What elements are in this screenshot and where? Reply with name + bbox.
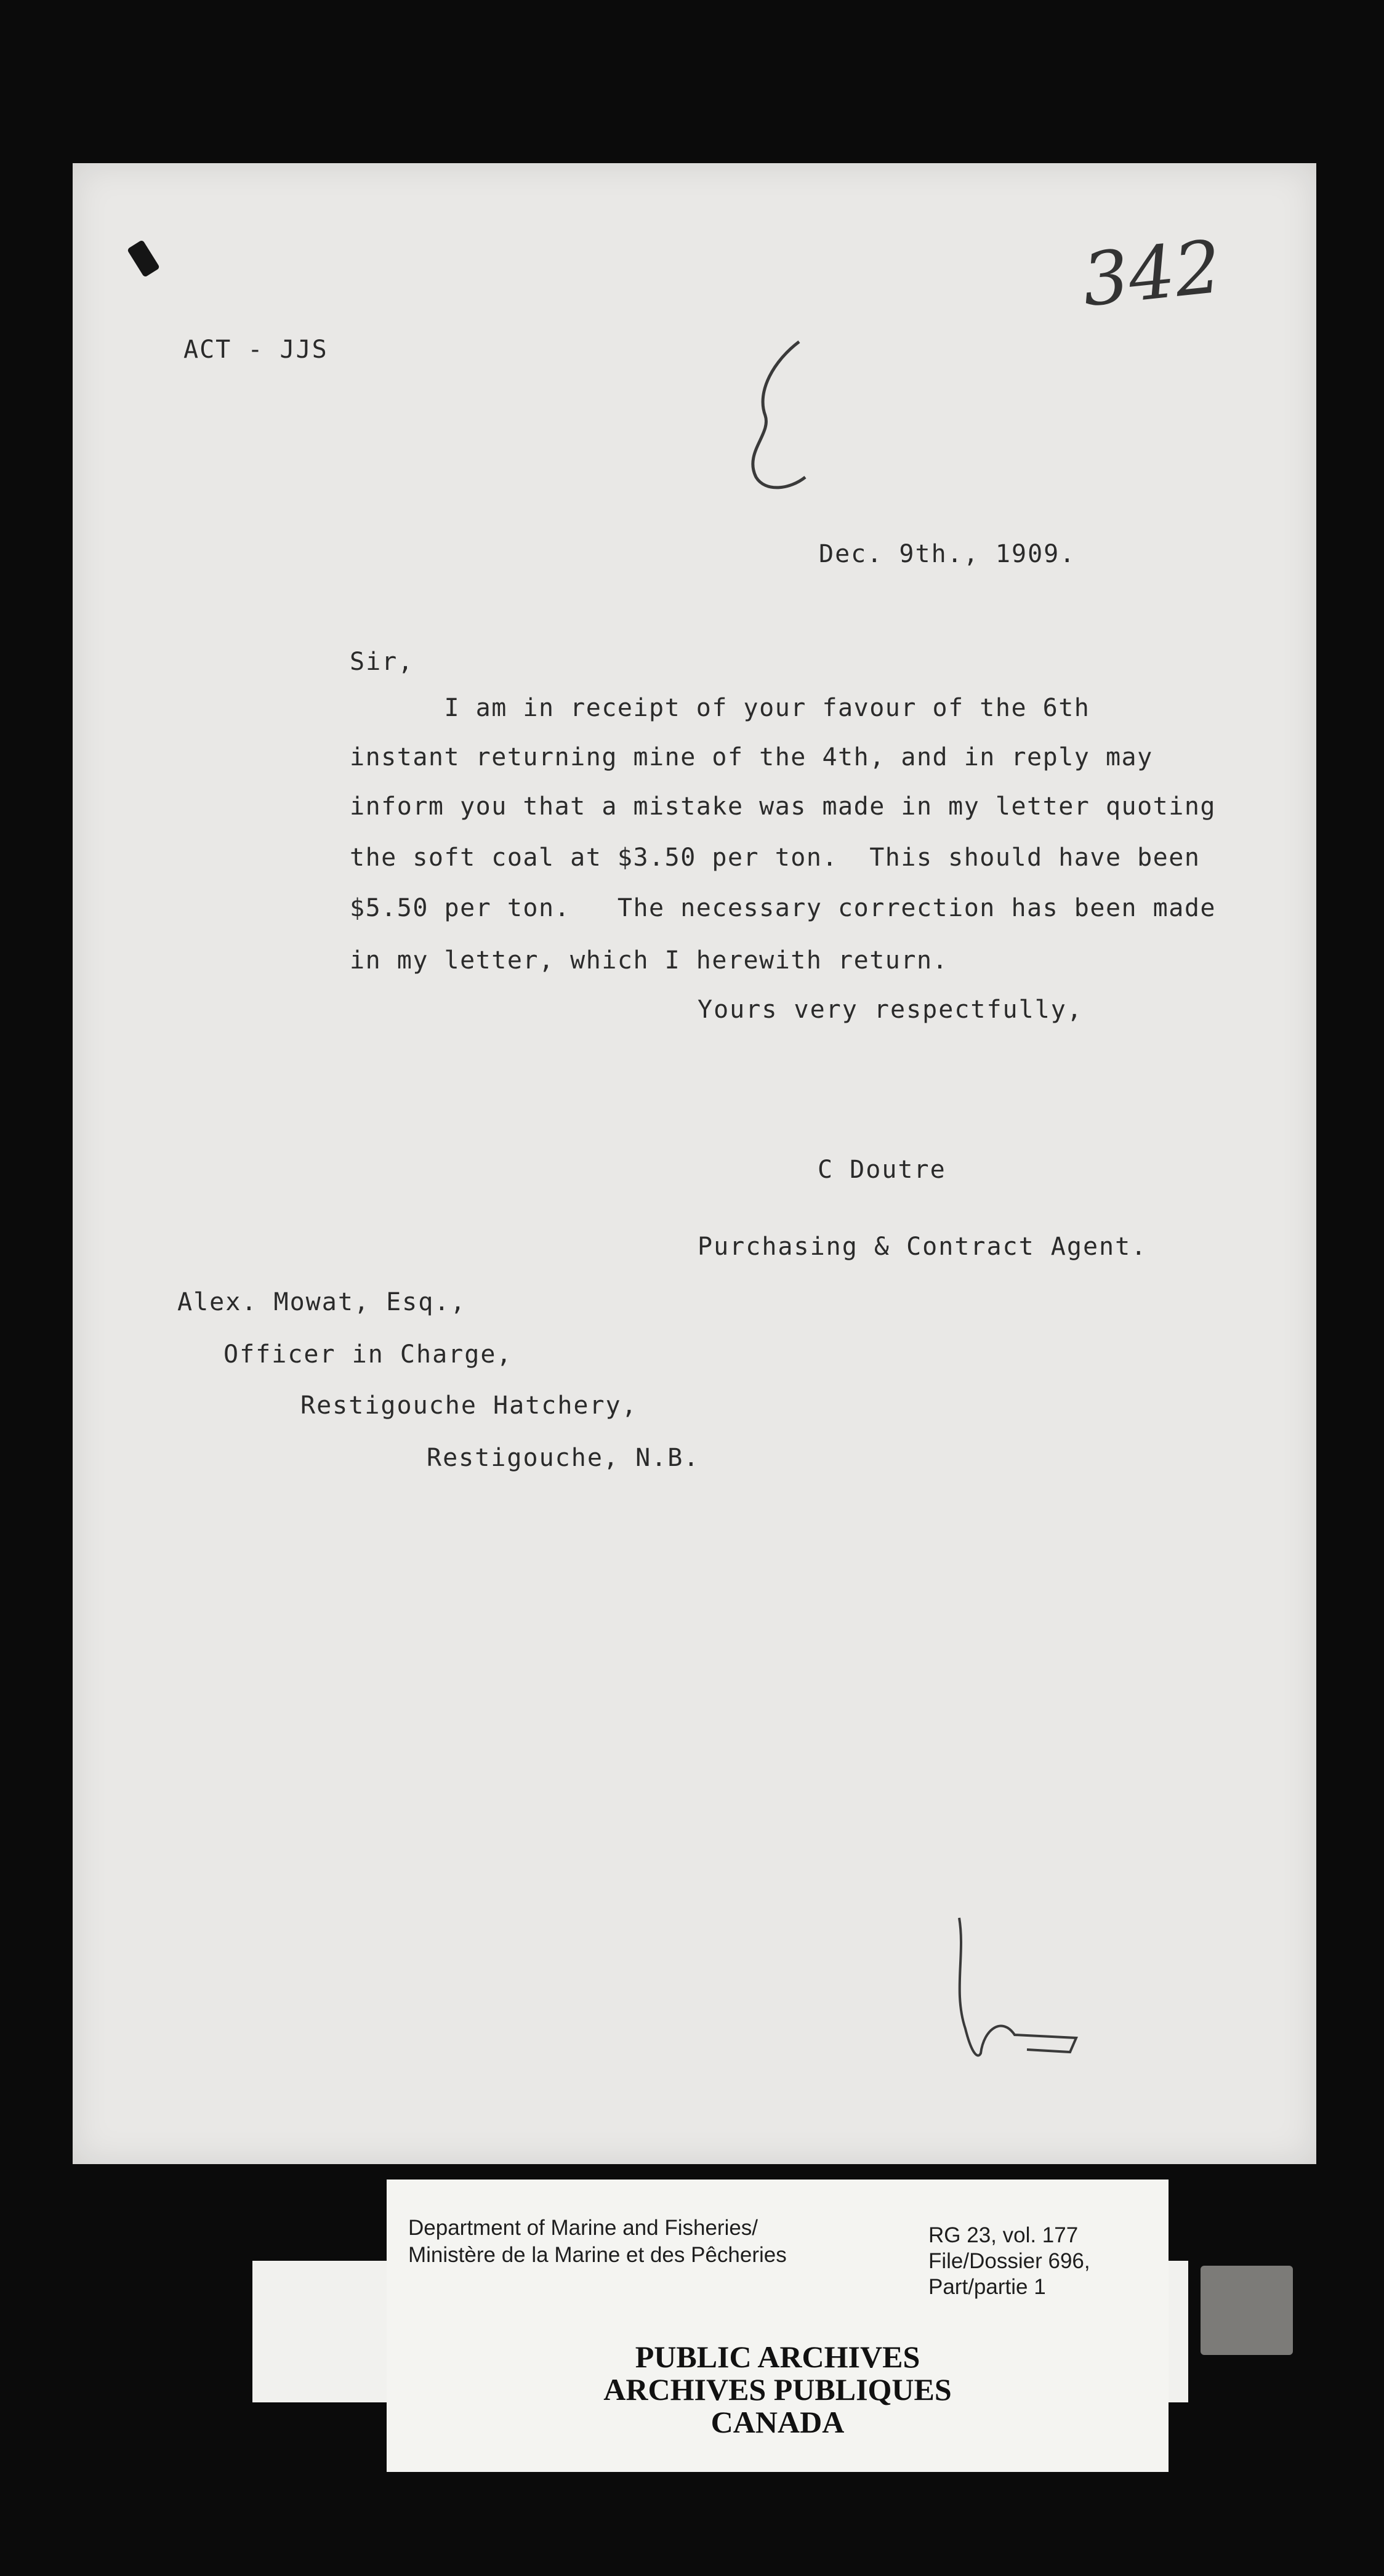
body-line: $5.50 per ton. The necessary correction has been made xyxy=(350,894,1217,922)
signature-title: Purchasing & Contract Agent. xyxy=(698,1233,1148,1261)
closing: Yours very respectfully, xyxy=(698,996,1083,1024)
part-number: Part/partie 1 xyxy=(928,2275,1046,2299)
department-name-en: Department of Marine and Fisheries/ xyxy=(408,2216,758,2240)
department-name-fr: Ministère de la Marine et des Pêcheries xyxy=(408,2243,787,2267)
handwritten-mark xyxy=(731,336,855,496)
body-line: the soft coal at $3.50 per ton. This should have been xyxy=(350,843,1201,872)
archives-title-en: PUBLIC ARCHIVES xyxy=(635,2340,920,2374)
document-page xyxy=(73,163,1316,2164)
addressee-location: Restigouche, N.B. xyxy=(427,1444,700,1472)
addressee-institution: Restigouche Hatchery, xyxy=(300,1391,638,1420)
handwritten-scrawl xyxy=(873,1906,1095,2078)
signature: C Doutre xyxy=(818,1156,946,1184)
archives-country: CANADA xyxy=(710,2405,845,2439)
reference-code: ACT - JJS xyxy=(183,336,328,364)
letter-date: Dec. 9th., 1909. xyxy=(819,540,1076,568)
archives-title-fr: ARCHIVES PUBLIQUES xyxy=(603,2372,952,2407)
file-number: File/Dossier 696, xyxy=(928,2249,1090,2273)
punch-mark xyxy=(127,239,160,278)
record-group: RG 23, vol. 177 xyxy=(928,2223,1079,2247)
label-tab xyxy=(1201,2266,1293,2355)
body-line: inform you that a mistake was made in my letter quoting xyxy=(350,792,1217,821)
body-line: instant returning mine of the 4th, and in reply may xyxy=(350,743,1153,771)
salutation: Sir, xyxy=(350,648,414,676)
addressee-name: Alex. Mowat, Esq., xyxy=(177,1288,467,1316)
folio-number: 342 xyxy=(1078,223,1225,323)
body-line: I am in receipt of your favour of the 6th xyxy=(350,694,1090,722)
archive-label xyxy=(252,2180,1188,2472)
body-line: in my letter, which I herewith return. xyxy=(350,946,949,975)
addressee-position: Officer in Charge, xyxy=(223,1340,513,1369)
label-card xyxy=(387,2180,1169,2472)
